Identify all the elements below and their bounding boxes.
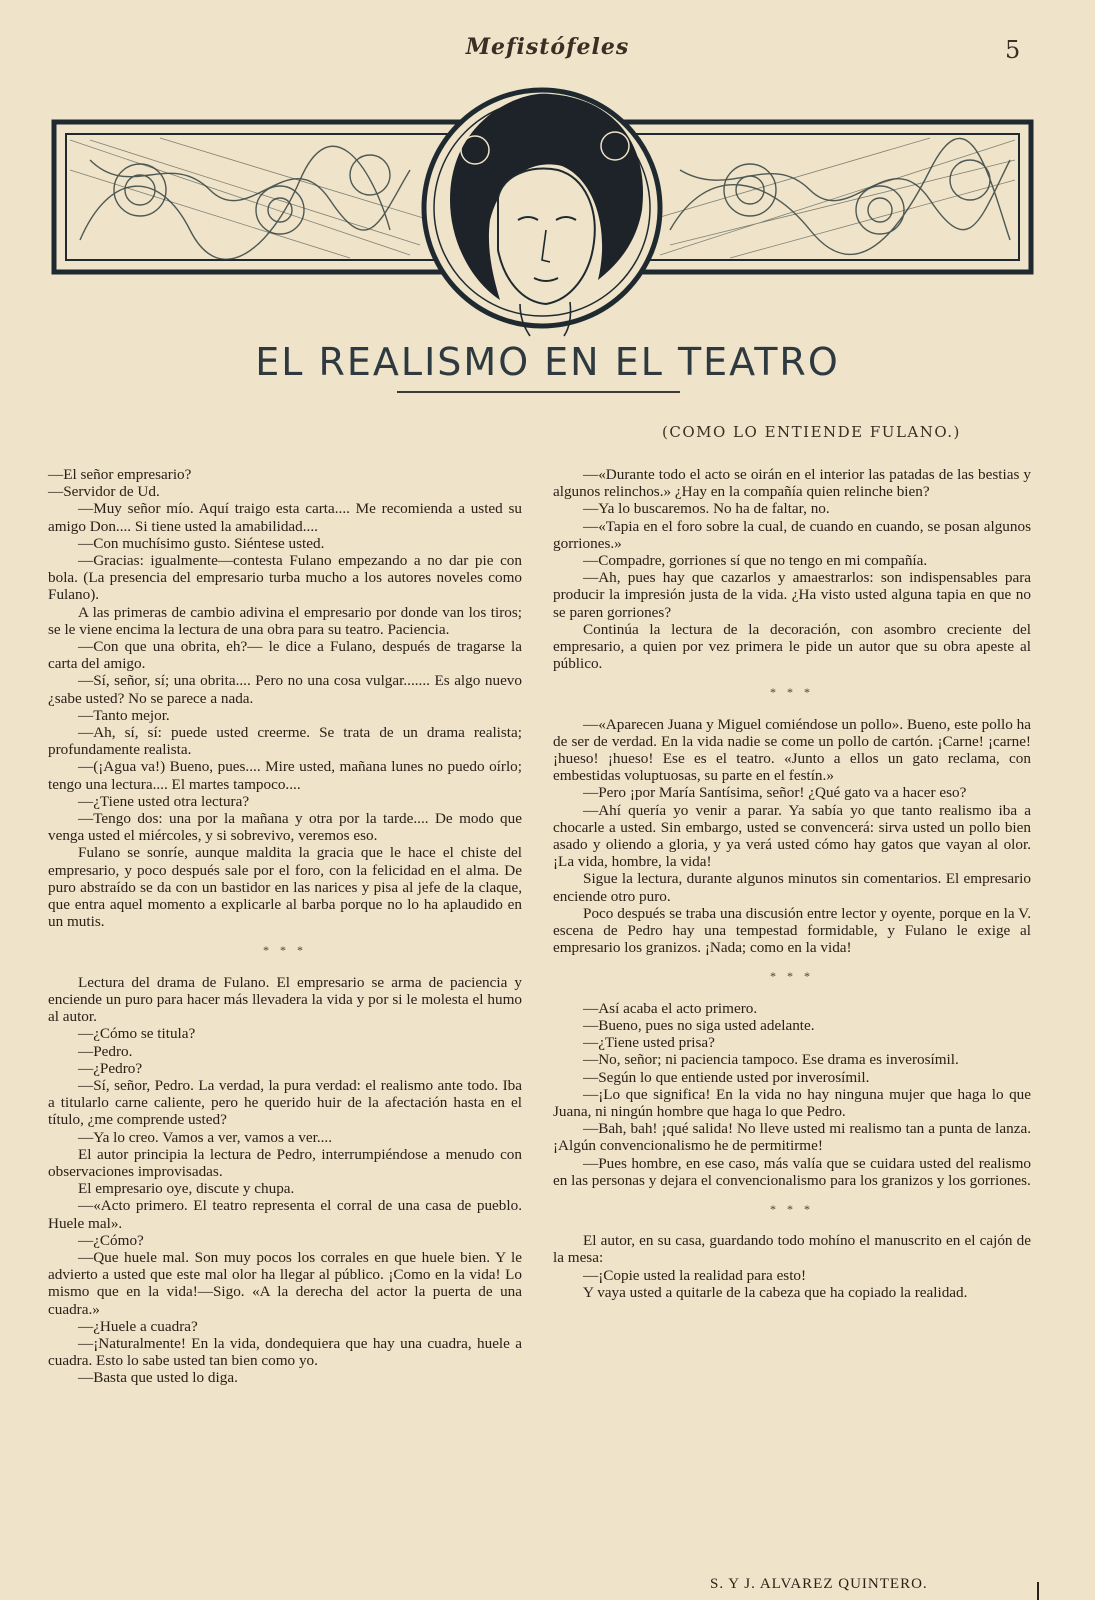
paragraph: —Compadre, gorriones sí que no tengo en mi compañía. bbox=[583, 552, 928, 570]
paragraph: —Pues hombre, en ese caso, más valía que se cuidara usted del realismo en las personas y dejara el convencionalismo para los granizos y los gorriones. bbox=[553, 1154, 1031, 1189]
author-signature: S. Y J. ALVAREZ QUINTERO. bbox=[710, 1576, 928, 1592]
paragraph: —Que huele mal. Son muy pocos los corrales en que huele bien. Y le advierto a usted que este mal olor ha llegar al público. ¡Como en la vida! Lo mismo que en la vida!—Sigo. «A la derecha del actor la puerta de una cuadra.» bbox=[48, 1248, 522, 1318]
paragraph: —Ah, sí, sí: puede usted creerme. Se trata de un drama realista; profundamente realista. bbox=[48, 724, 522, 759]
paragraph: —Ahí quería yo venir a parar. Ya sabía yo que tanto realismo iba a chocarle a usted. Sin embargo, usted se convencerá: sirva usted un pollo bien asado y oliendo a gloria, y ya verá usted cómo hay gatos que vayan al olor. ¡La vida, hombre, la vida! bbox=[553, 801, 1031, 871]
paragraph: —Pedro. bbox=[78, 1042, 133, 1060]
paragraph: —Pero ¡por María Santísima, señor! ¿Qué gato va a hacer eso? bbox=[583, 784, 967, 802]
paragraph: —¿Tiene usted prisa? bbox=[583, 1034, 715, 1052]
paragraph: —«Durante todo el acto se oirán en el interior las patadas de las bestias y algunos relinchos.» ¿Hay en la compañía quien relinche bien? bbox=[553, 466, 1031, 501]
paragraph: —Basta que usted lo diga. bbox=[78, 1369, 238, 1387]
left-column bbox=[48, 466, 522, 1387]
paragraph: —Ah, pues hay que cazarlos y amaestrarlos: son indispensables para producir la impresión justa de la vida. ¿Ha visto usted alguna tapia en que no se paren gorriones? bbox=[553, 569, 1031, 621]
printer-mark bbox=[1037, 1582, 1047, 1600]
article-subtitle: (COMO LO ENTIENDE FULANO.) bbox=[662, 423, 961, 441]
paragraph: —Muy señor mío. Aquí traigo esta carta.... Me recomienda a usted su amigo Don.... Si tiene usted la amabilidad.... bbox=[48, 500, 522, 535]
paragraph: —Según lo que entiende usted por inverosímil. bbox=[583, 1068, 870, 1086]
paragraph: —Gracias: igualmente—contesta Fulano empezando a no dar pie con bola. (La presencia del empresario turba mucho a los autores noveles como Fulano). bbox=[48, 552, 522, 604]
paragraph: —Así acaba el acto primero. bbox=[583, 999, 758, 1017]
paragraph: —¿Tiene usted otra lectura? bbox=[78, 792, 250, 810]
paragraph: Lectura del drama de Fulano. El empresario se arma de paciencia y enciende un puro para hacer más llevadera la vida y por si le molesta el humo al autor. bbox=[48, 973, 522, 1026]
paragraph: Poco después se traba una discusión entre lector y oyente, porque en la V. escena de Pedro hay una tempestad formidable, y Fulano le exige al empresario los granizos. ¡Nada; como en la vida! bbox=[553, 904, 1031, 957]
paragraph: —Bueno, pues no siga usted adelante. bbox=[583, 1016, 815, 1034]
paragraph: —«Tapia en el foro sobre la cual, de cuando en cuando, se posan algunos gorriones.» bbox=[553, 517, 1031, 552]
paragraph: —¡Lo que significa! En la vida no hay ninguna mujer que haga lo que Juana, ni ningún hombre que haga lo que Pedro. bbox=[553, 1085, 1031, 1120]
paragraph: El autor, en su casa, guardando todo mohíno el manuscrito en el cajón de la mesa: bbox=[553, 1232, 1031, 1267]
paragraph: A las primeras de cambio adivina el empresario por donde van los tiros; se le viene encima la lectura de una obra para su teatro. Paciencia. bbox=[48, 603, 522, 638]
paragraph: —(¡Agua va!) Bueno, pues.... Mire usted, mañana lunes no puedo oírlo; tengo una lectura.... El martes tampoco.... bbox=[48, 758, 522, 793]
paragraph: —Con muchísimo gusto. Siéntese usted. bbox=[78, 534, 325, 552]
title-divider bbox=[397, 391, 680, 393]
paragraph: —«Acto primero. El teatro representa el corral de una casa de pueblo. Huele mal». bbox=[48, 1197, 522, 1232]
paragraph: —¿Pedro? bbox=[78, 1059, 143, 1077]
paragraph: —El señor empresario? bbox=[48, 466, 192, 483]
section-separator: * * * bbox=[263, 943, 307, 958]
paragraph: —Servidor de Ud. bbox=[48, 483, 160, 501]
paragraph: —Tengo dos: una por la mañana y otra por la tarde.... De modo que venga usted el miércoles, y si sobrevivo, veremos eso. bbox=[48, 810, 522, 845]
article-title: EL REALISMO EN EL TEATRO bbox=[255, 340, 840, 384]
paragraph: Fulano se sonríe, aunque maldita la gracia que le hace el chiste del empresario, y poco después sale por el foro, con la felicidad en el alma. De puro abstraído se da con un bastidor en las narices y pisa al jefe de la claque, que entra aquel momento a explicarle al barba porque no lo ha aplaudido en un mutis. bbox=[48, 844, 522, 931]
paragraph: —¿Cómo se titula? bbox=[78, 1025, 196, 1043]
art-nouveau-banner-illustration bbox=[50, 80, 1035, 340]
paragraph: —Ya lo creo. Vamos a ver, vamos a ver.... bbox=[78, 1128, 333, 1146]
section-separator: * * * bbox=[770, 685, 814, 700]
paragraph: —Con que una obrita, eh?— le dice a Fulano, después de tragarse la carta del amigo. bbox=[48, 638, 522, 673]
paragraph: Y vaya usted a quitarle de la cabeza que ha copiado la realidad. bbox=[583, 1283, 968, 1301]
right-column bbox=[553, 466, 1031, 1301]
section-separator: * * * bbox=[770, 1201, 814, 1216]
paragraph: El empresario oye, discute y chupa. bbox=[78, 1180, 295, 1198]
paragraph: —¿Huele a cuadra? bbox=[78, 1317, 198, 1335]
paragraph: El autor principia la lectura de Pedro, interrumpiéndose a menudo con observaciones improvisadas. bbox=[48, 1145, 522, 1180]
paragraph: —Bah, bah! ¡qué salida! No lleve usted mi realismo tan a punta de lanza. ¡Algún convencionalismo he de permitirme! bbox=[553, 1120, 1031, 1155]
paragraph: —Ya lo buscaremos. No ha de faltar, no. bbox=[583, 500, 830, 518]
paragraph: —¡Copie usted la realidad para esto! bbox=[583, 1266, 807, 1284]
paragraph: —Tanto mejor. bbox=[78, 706, 170, 724]
paragraph: —Sí, señor, Pedro. La verdad, la pura verdad: el realismo ante todo. Iba a titularlo carne caliente, pero he querido huir de la afectación hasta en el título, ¿me comprende usted? bbox=[48, 1076, 522, 1129]
paragraph: —«Aparecen Juana y Miguel comiéndose un pollo». Bueno, este pollo ha de ser de verdad. En la vida nadie se come un pollo de cartón. ¡Carne! ¡carne! ¡hueso! ¡hueso! Ese es el teatro. «Junto a ellos un gato reclama, con embestidas voluptuosas, su parte en el festín.» bbox=[553, 715, 1031, 785]
paragraph: —No, señor; ni paciencia tampoco. Ese drama es inverosímil. bbox=[583, 1051, 959, 1069]
page-number: 5 bbox=[1005, 36, 1021, 64]
magazine-name: Mefistófeles bbox=[465, 34, 630, 60]
paragraph: —¡Naturalmente! En la vida, dondequiera que hay una cuadra, huele a cuadra. Esto lo sabe usted tan bien como yo. bbox=[48, 1334, 522, 1370]
paragraph: —¿Cómo? bbox=[78, 1231, 144, 1249]
paragraph: Sigue la lectura, durante algunos minutos sin comentarios. El empresario enciende otro puro. bbox=[553, 870, 1031, 905]
paragraph: Continúa la lectura de la decoración, con asombro creciente del empresario, a quien por vez primera le pide un autor que su obra apeste al público. bbox=[553, 620, 1031, 673]
paragraph: —Sí, señor, sí; una obrita.... Pero no una cosa vulgar....... Es algo nuevo ¿sabe usted? No se parece a nada. bbox=[48, 672, 522, 707]
section-separator: * * * bbox=[770, 969, 814, 984]
